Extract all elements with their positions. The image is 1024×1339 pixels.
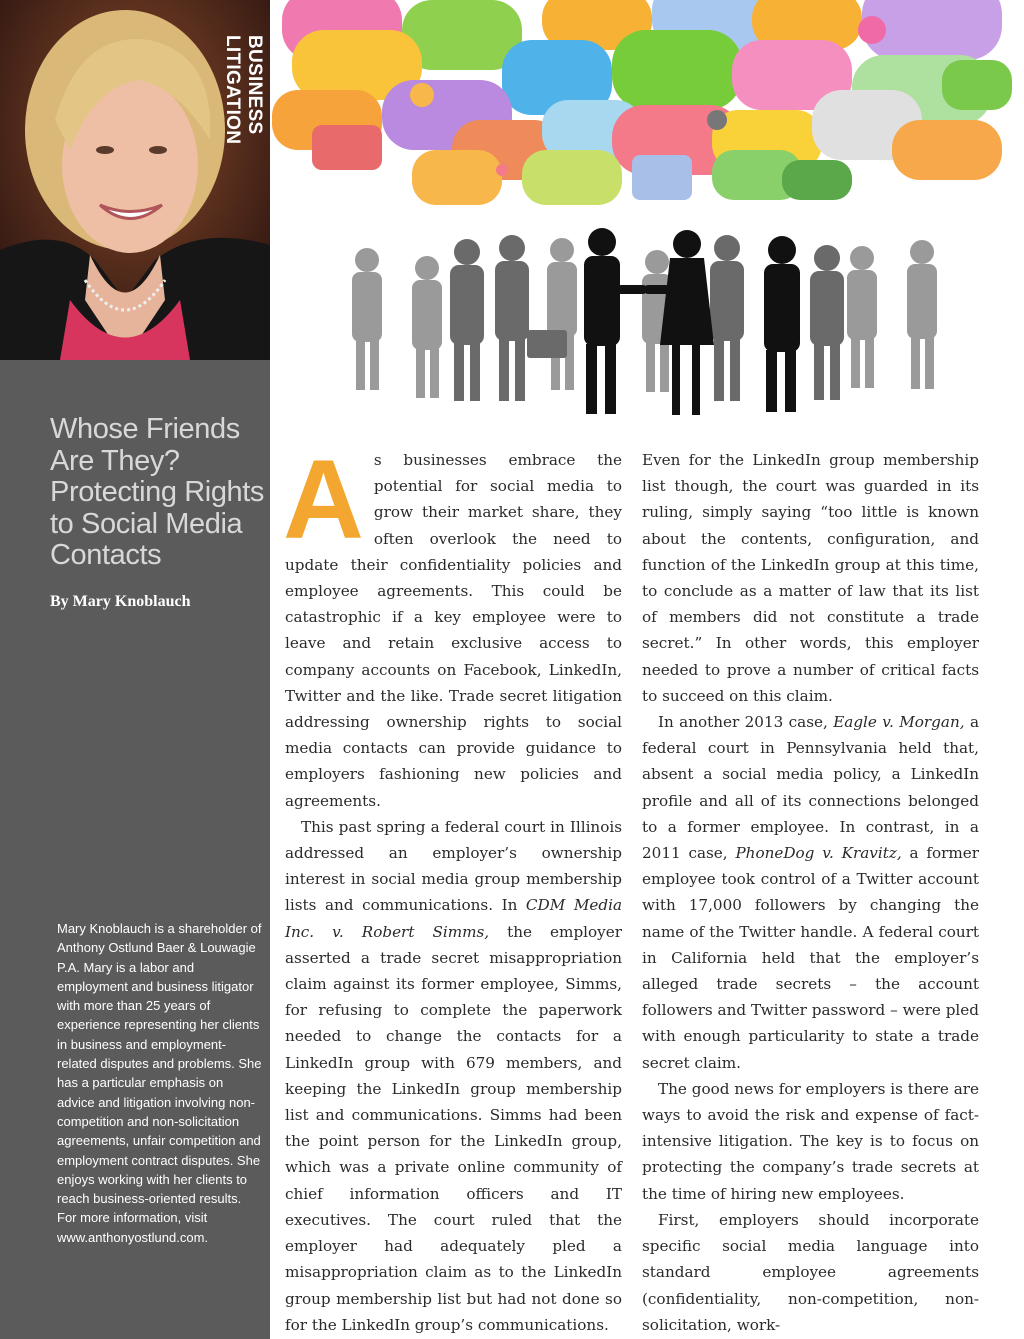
case-name: PhoneDog v. Kravitz, [735,844,902,863]
author-photo [0,0,270,360]
paragraph: s businesses embrace the potential for social media to grow their market share, they often overlook the need to update their confidentiality policies and employee agreements. This could be catastrophic if a key employee were to leave and retain exclusive access to company accounts on Facebook, LinkedIn, Twitter and the like. Trade secret litigation addressing ownership rights to social media contacts can provide guidance to employers fashioning new policies and agreements. [285,451,622,810]
author-bio: Mary Knoblauch is a shareholder of Anthony Ostlund Baer & Louwagie P.A. Mary is a labor and employment and business litigator with more than 25 years of experience representing her clients in business and employment-related disputes and problems. She has a particular emphasis on advice and litigation involving non-competition and non-solicitation agreements, unfair competition and employment contract disputes. She enjoys working with her clients to reach business-oriented results. For more information, visit www.anthonyostlund.com. [57,921,262,1245]
drop-cap: A [283,437,364,562]
article-title [50,414,265,572]
title-line: Are They? [50,444,180,477]
article-column-1 [283,437,623,1338]
text-run: This past spring a federal court in Illinois addressed an employer’s ownership interest in social media group membership lists and communications. In [285,817,622,915]
social-media-illustration [272,0,1024,430]
paragraph [642,709,979,1076]
title-line: Protecting Rights [50,476,265,508]
title-line: to Social Media [50,507,243,540]
text-run: the employer asserted a trade secret misappropriation claim against its former employee, Simms, for refusing to complete the paperwork needed to change the contacts for a LinkedIn group with 679 members, and keeping the LinkedIn group membership list and communications. Simms had been the point person for the LinkedIn group, which was a private online community of chief information officers and IT executives. The court ruled that the employer had adequately pled a misappropriation claim as to the LinkedIn group membership list but had not done so for the LinkedIn group’s communications. [285,922,623,1334]
paragraph: The good news for employers is there are ways to avoid the risk and expense of fact-intensive litigation. The key is to focus on protecting the company’s trade secrets at the time of hiring new employees. [642,1079,979,1203]
byline: By Mary Knoblauch [50,593,191,610]
section-label: BUSINESS LITIGATION [222,35,265,145]
case-name: CDM Media Inc. v. Robert Simms, [285,896,622,941]
business-people-silhouettes [352,228,937,415]
article-column-2 [642,447,979,1338]
case-name: Eagle v. Morgan, [833,713,965,732]
speech-bubbles [272,0,1012,205]
title-line: Whose Friends [50,413,240,445]
paragraph [285,814,622,1338]
title-line: Contacts [50,539,162,571]
paragraph: Even for the LinkedIn group membership list though, the court was guarded in its ruling, simply saying “too little is known about the contents, configuration, and function of the LinkedIn group at this time, to conclude as a matter of law that its list of members did not constitute a trade secret.” In other words, this employer needed to prove a number of critical facts to succeed on this claim. [642,451,979,705]
text-run: In another 2013 case, [658,713,834,732]
text-run: a former employee took control of a Twitter account with 17,000 followers by changing the name of the Twitter handle. A federal court in California held that the employer’s alleged trade secrets – the account followers and Twitter password – were pled with enough particularity to state a trade secret claim. [642,844,979,1072]
paragraph: First, employers should incorporate specific social media language into standard employee agreements (confidentiality, non-competition, non-solicitation, work- [642,1210,979,1334]
text-run: a federal court in Pennsylvania held that, absent a social media policy, a LinkedIn profile and all of its connections belonged to a former employee. In contrast, in a 2011 case, [642,713,979,863]
